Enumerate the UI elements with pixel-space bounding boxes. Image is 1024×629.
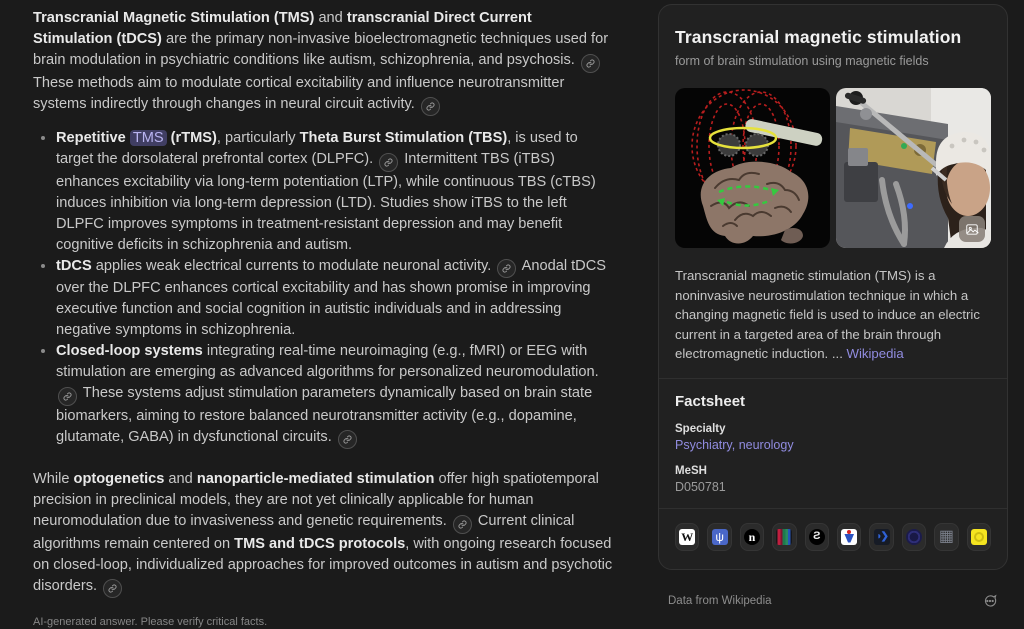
panel-divider <box>659 378 1007 379</box>
citation-link-icon[interactable] <box>581 54 600 73</box>
source-icon-dark-globe[interactable] <box>902 523 926 551</box>
source-icon-blue-chevron[interactable] <box>869 523 893 551</box>
factsheet-field-value: D050781 <box>675 479 726 494</box>
citation-link-icon[interactable] <box>58 387 77 406</box>
knowledge-panel <box>658 4 1008 570</box>
citation-link-icon[interactable] <box>103 579 122 598</box>
image-icon <box>965 222 979 237</box>
science-favicon: Ƨ <box>809 529 825 545</box>
tms-machine-image[interactable] <box>836 88 991 248</box>
feedback-icon[interactable] <box>982 593 998 609</box>
factsheet-link[interactable]: neurology <box>738 437 794 452</box>
wikipedia-favicon: W <box>681 529 694 544</box>
answer-bullet-tdcs: • tDCS applies weak electrical currents to modulate neuronal activity. Anodal tDCS over the DLPFC enhances cortical excitability and has shown promise in improving executive function and social cognition in autistic individuals and in addressing negative symptoms in schizophrenia. <box>56 256 614 342</box>
panel-image-row <box>675 88 991 248</box>
factsheet-link[interactable]: Psychiatry <box>675 437 732 452</box>
citation-link-icon[interactable] <box>379 153 398 172</box>
panel-footer <box>668 593 998 609</box>
answer-bullet-closed-loop: • Closed-loop systems integrating real-time neuroimaging (e.g., fMRI) or EEG with stimulation are emerging as advanced algorithms for personalized neuromodulation. These systems adjust stimulation parameters dynamically based on brain state biomarkers, aiming to restore balanced neurotransmitter activity (e.g., dopamine, glutamate, GABA) in dysfunctional circuits. <box>56 341 614 449</box>
nature-favicon: n <box>744 529 760 545</box>
psychology-favicon: ψ <box>712 529 728 545</box>
source-icon-science[interactable] <box>805 523 829 551</box>
citation-link-icon[interactable] <box>338 430 357 449</box>
factsheet-field-value: Psychiatry, neurology <box>675 437 794 452</box>
source-icon-yellow[interactable] <box>967 523 991 551</box>
yellow-favicon <box>971 529 987 545</box>
brain-coil-image[interactable] <box>675 88 830 248</box>
source-icon-grid[interactable] <box>934 523 958 551</box>
source-icon-nature[interactable] <box>740 523 764 551</box>
citation-link-icon[interactable] <box>453 515 472 534</box>
panel-subtitle: form of brain stimulation using magnetic fields <box>675 54 929 68</box>
color-bars-favicon <box>776 529 792 545</box>
wikipedia-link[interactable]: Wikipedia <box>846 346 904 361</box>
image-gallery-button[interactable] <box>959 216 985 242</box>
source-icon-color-bars[interactable] <box>772 523 796 551</box>
factsheet-heading: Factsheet <box>675 392 746 410</box>
factsheet-field-label: MeSH <box>675 464 707 477</box>
medical-favicon <box>841 529 857 545</box>
blue-chevron-favicon: ◗❯ <box>874 529 890 545</box>
source-icon-medical[interactable] <box>837 523 861 551</box>
grid-favicon: ▦ <box>938 528 955 545</box>
answer-column <box>33 8 614 629</box>
citation-link-icon[interactable] <box>421 97 440 116</box>
answer-bullet-list <box>33 128 614 449</box>
ai-disclaimer: AI-generated answer. Please verify critical facts. <box>33 616 268 628</box>
highlighted-term-link[interactable]: TMS <box>130 130 167 146</box>
data-source-label: Data from Wikipedia <box>668 595 772 607</box>
answer-paragraph-2: While optogenetics and nanoparticle-mediated stimulation offer high spatiotemporal precision in preclinical models, they are not yet clinically applicable for human neuromodulation due to invasiveness and genetic requirements. Current clinical algorithms remain centered on TMS and tDCS protocols, with ongoing research focused on closed-loop, individualized approaches for improved outcomes in autism and psychotic disorders. <box>33 469 614 598</box>
factsheet-field-label: Specialty <box>675 422 726 435</box>
panel-divider <box>659 508 1007 509</box>
source-icons-row <box>675 523 991 551</box>
dark-globe-favicon <box>906 529 922 545</box>
panel-description: Transcranial magnetic stimulation (TMS) is a noninvasive neurostimulation technique in which a changing magnetic field is used to induce an electric current in a targeted area of the brain through electromagnetic induction. ... Wikipedia <box>675 268 980 361</box>
citation-link-icon[interactable] <box>497 259 516 278</box>
source-icon-wikipedia[interactable] <box>675 523 699 551</box>
factsheet-fields <box>675 423 991 494</box>
answer-paragraph-1: Transcranial Magnetic Stimulation (TMS) and transcranial Direct Current Stimulation (tDCS) are the primary non-invasive bioelectromagnetic techniques used for brain modulation in psychiatric conditions like autism, schizophrenia, and psychosis. These methods aim to modulate cortical excitability and influence neurotransmitter systems indirectly through changes in neural circuit activity. <box>33 8 614 116</box>
source-icon-psychology[interactable] <box>707 523 731 551</box>
panel-title: Transcranial magnetic stimulation <box>675 27 962 47</box>
answer-bullet-rtms: • Repetitive TMS (rTMS), particularly Theta Burst Stimulation (TBS), is used to target the dorsolateral prefrontal cortex (DLPFC). Intermittent TBS (iTBS) enhances excitability via long-term potentiation (LTP), while continuous TBS (cTBS) induces inhibition via long-term depression (LTD). Studies show iTBS to the left DLPFC improves symptoms in treatment-resistant depression and may benefit cognitive deficits in schizophrenia and autism. <box>56 128 614 256</box>
brain-coil-illustration <box>675 88 830 248</box>
